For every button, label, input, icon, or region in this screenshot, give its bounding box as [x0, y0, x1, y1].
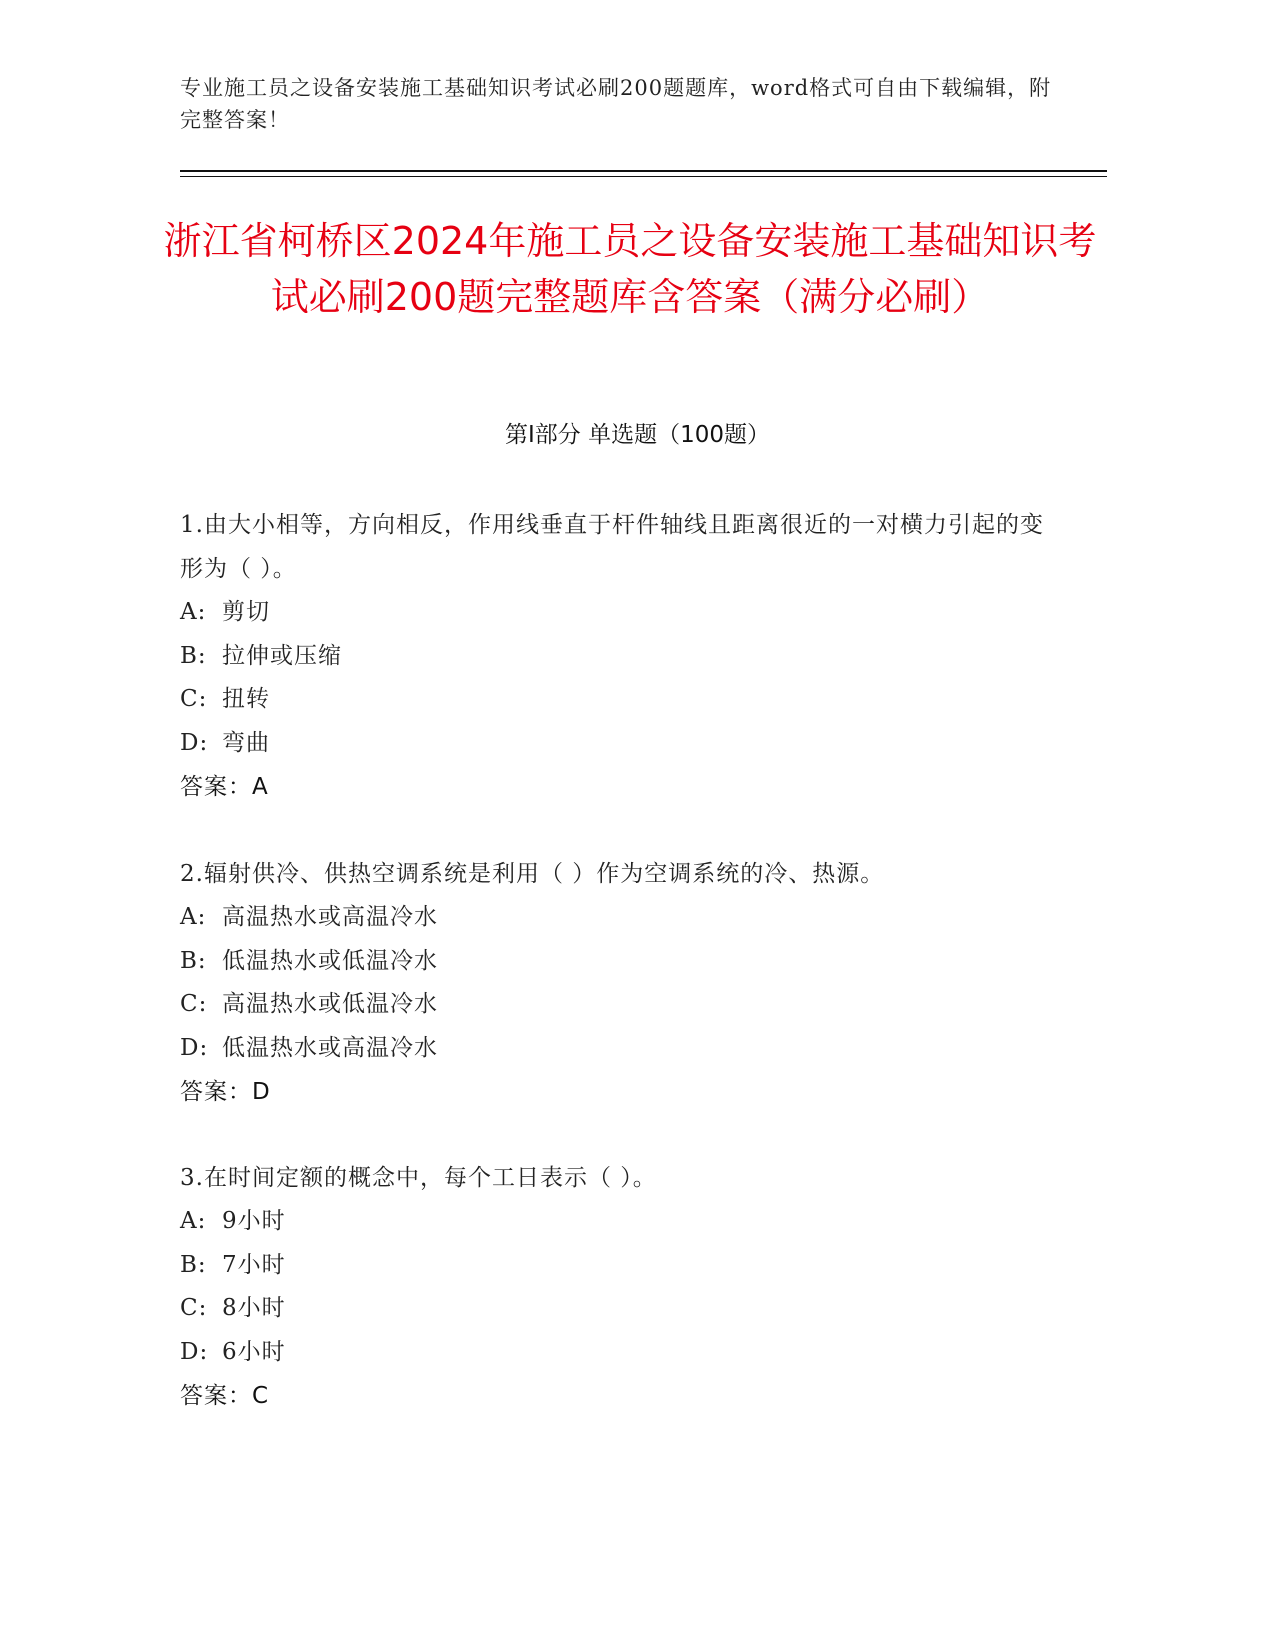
- option-b: [180, 635, 1060, 679]
- option-a: [180, 896, 1060, 940]
- option-label: B:: [180, 1251, 207, 1278]
- option-b: [180, 940, 1060, 984]
- option-c: [180, 1287, 1060, 1331]
- option-text: 6小时: [222, 1338, 286, 1365]
- question-stem: 1.由大小相等，方向相反，作用线垂直于杆件轴线且距离很近的一对横力引起的变形为（ ）。: [180, 512, 1044, 582]
- option-c: [180, 678, 1060, 722]
- answer-line: 答案：D: [180, 1079, 271, 1105]
- question-3: [180, 1156, 1060, 1418]
- header-rule-thick: [180, 170, 1107, 172]
- question-stem: 2.辐射供冷、供热空调系统是利用（ ）作为空调系统的冷、热源。: [180, 861, 885, 887]
- option-text: 弯曲: [222, 729, 270, 756]
- option-label: B:: [180, 642, 207, 669]
- header-rule-thin: [180, 176, 1107, 177]
- option-label: A:: [180, 1208, 207, 1234]
- option-label: B:: [180, 947, 207, 974]
- option-text: 高温热水或低温冷水: [222, 991, 438, 1017]
- option-c: [180, 983, 1060, 1027]
- option-label: C:: [180, 991, 208, 1017]
- option-text: 8小时: [222, 1295, 286, 1321]
- option-label: A:: [180, 599, 207, 625]
- option-text: 低温热水或低温冷水: [222, 947, 438, 974]
- question-1: [180, 503, 1060, 809]
- option-label: D:: [180, 1338, 209, 1365]
- header-note: 专业施工员之设备安装施工基础知识考试必刷200题题库，word格式可自由下载编辑，附完整答案！: [180, 76, 1052, 132]
- option-text: 低温热水或高温冷水: [222, 1034, 438, 1061]
- option-label: C:: [180, 1295, 208, 1321]
- option-d: [180, 1027, 1060, 1071]
- option-text: 7小时: [222, 1251, 286, 1278]
- option-text: 拉伸或压缩: [222, 642, 342, 669]
- option-label: C:: [180, 686, 208, 712]
- option-text: 扭转: [222, 686, 270, 712]
- answer-line: 答案：A: [180, 774, 269, 800]
- option-d: [180, 1331, 1060, 1375]
- question-2: [180, 852, 1060, 1114]
- document-title: 浙江省柯桥区2024年施工员之设备安装施工基础知识考试必刷200题完整题库含答案（满分必刷）: [163, 219, 1097, 319]
- option-b: [180, 1244, 1060, 1288]
- option-text: 剪切: [222, 599, 270, 625]
- question-stem: 3.在时间定额的概念中，每个工日表示（ ）。: [180, 1165, 657, 1191]
- option-text: 9小时: [222, 1208, 286, 1234]
- answer-line: 答案：C: [180, 1383, 270, 1409]
- option-text: 高温热水或高温冷水: [222, 904, 438, 930]
- option-d: [180, 722, 1060, 766]
- option-a: [180, 1200, 1060, 1244]
- section-heading: 第Ⅰ部分 单选题（100题）: [505, 422, 770, 448]
- option-label: D:: [180, 729, 209, 756]
- option-a: [180, 591, 1060, 635]
- option-label: D:: [180, 1034, 209, 1061]
- option-label: A:: [180, 904, 207, 930]
